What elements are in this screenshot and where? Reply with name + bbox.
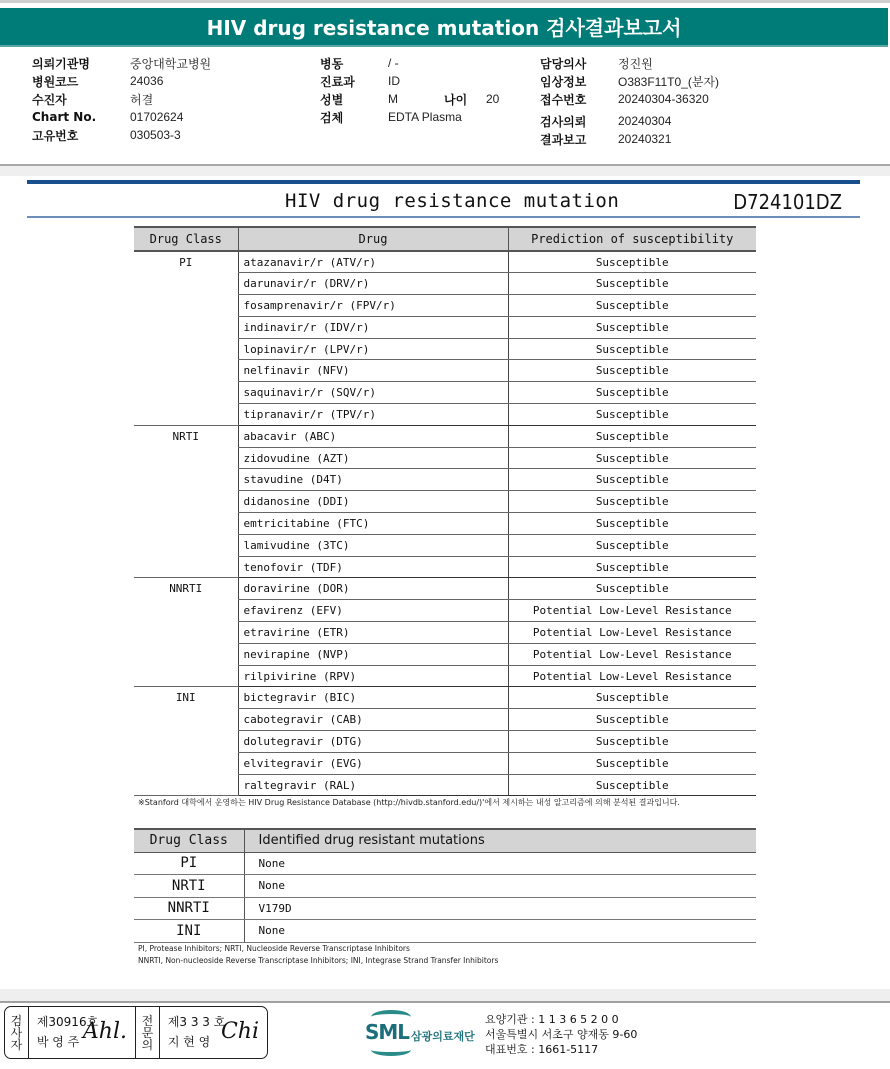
info-label: 결과보고 xyxy=(540,132,587,147)
drug-cell: tenofovir (TDF) xyxy=(238,556,508,578)
examiner-signature: Ahl. xyxy=(82,1019,127,1044)
table-row xyxy=(134,687,756,709)
drug-cell: efavirenz (EFV) xyxy=(238,600,508,622)
drug-class-cell: NRTI xyxy=(134,425,238,578)
info-value-age: 20 xyxy=(486,92,500,106)
drug-class-cell: NRTI xyxy=(134,875,244,898)
info-value: 030503-3 xyxy=(130,128,181,142)
table-row xyxy=(134,852,756,875)
lab-address: 서울특별시 서초구 양재동 9-60 xyxy=(485,1028,638,1041)
table-header-row xyxy=(134,829,756,852)
specialist-role-label xyxy=(136,1007,160,1058)
info-row-physician xyxy=(540,54,719,72)
drug-cell: doravirine (DOR) xyxy=(238,578,508,600)
info-value: 중앙대학교병원 xyxy=(130,56,212,71)
header-drug: Drug xyxy=(238,227,508,251)
prediction-cell: Susceptible xyxy=(508,338,756,360)
prediction-cell: Potential Low-Level Resistance xyxy=(508,665,756,687)
drug-cell: saquinavir/r (SQV/r) xyxy=(238,382,508,404)
drug-cell: stavudine (D4T) xyxy=(238,469,508,491)
drug-cell: lopinavir/r (LPV/r) xyxy=(238,338,508,360)
specialist-signature: Chi xyxy=(220,1019,259,1044)
prediction-cell: Susceptible xyxy=(508,316,756,338)
lab-institution-code: 요양기관 : 1 1 3 6 5 2 0 0 xyxy=(485,1013,619,1026)
info-label: 검체 xyxy=(320,110,344,125)
prediction-cell: Susceptible xyxy=(508,752,756,774)
prediction-cell: Susceptible xyxy=(508,469,756,491)
prediction-cell: Susceptible xyxy=(508,578,756,600)
prediction-cell: Susceptible xyxy=(508,360,756,382)
info-row-hospital-code xyxy=(32,72,211,90)
prediction-cell: Susceptible xyxy=(508,447,756,469)
info-label: 성별 xyxy=(320,92,344,107)
susceptibility-table-body xyxy=(134,251,756,796)
info-row-institution xyxy=(32,54,211,72)
patient-info-col1 xyxy=(32,54,211,144)
prediction-cell: Susceptible xyxy=(508,534,756,556)
footer-separator xyxy=(0,989,890,1003)
role-char: 검 xyxy=(10,1013,23,1028)
drug-class-cell: NNRTI xyxy=(134,578,238,687)
section-separator xyxy=(0,164,890,176)
drug-cell: raltegravir (RAL) xyxy=(238,774,508,796)
info-label: Chart No. xyxy=(32,110,97,124)
prediction-cell: Susceptible xyxy=(508,295,756,317)
info-value: 20240304 xyxy=(618,114,672,128)
prediction-cell: Potential Low-Level Resistance xyxy=(508,643,756,665)
examiner-role-label xyxy=(5,1007,29,1058)
drug-cell: dolutegravir (DTG) xyxy=(238,731,508,753)
sml-logo xyxy=(363,1010,483,1056)
info-row-unique-no xyxy=(32,126,211,144)
role-char: 문 xyxy=(141,1025,154,1040)
prediction-cell: Susceptible xyxy=(508,251,756,273)
drug-cell: emtricitabine (FTC) xyxy=(238,513,508,535)
specialist-cell xyxy=(160,1007,267,1058)
stanford-footnote: ※Stanford 대학에서 운영하는 HIV Drug Resistance Database (http://hivdb.stanford.edu/)'에서 제시하는 내성 알고리즘에 의해 분석된 결과입니다. xyxy=(138,798,680,807)
specialist-name: 지 현 영 xyxy=(167,1035,211,1049)
drug-cell: nevirapine (NVP) xyxy=(238,643,508,665)
prediction-cell: Susceptible xyxy=(508,774,756,796)
role-char: 자 xyxy=(10,1037,23,1052)
mutation-cell: V179D xyxy=(244,897,756,920)
drug-cell: nelfinavir (NFV) xyxy=(238,360,508,382)
mutation-cell: None xyxy=(244,875,756,898)
drug-cell: lamivudine (3TC) xyxy=(238,534,508,556)
drug-class-cell: INI xyxy=(134,687,238,796)
drug-cell: rilpivirine (RPV) xyxy=(238,665,508,687)
info-value: / - xyxy=(388,56,399,70)
drug-cell: abacavir (ABC) xyxy=(238,425,508,447)
header-prediction: Prediction of susceptibility xyxy=(508,227,756,251)
patient-info-col2 xyxy=(320,54,499,126)
prediction-cell: Susceptible xyxy=(508,709,756,731)
info-label-age: 나이 xyxy=(444,92,468,107)
top-rule xyxy=(0,0,890,3)
report-bottom-rule xyxy=(27,216,860,218)
patient-info-col3 xyxy=(540,54,719,148)
role-char: 사 xyxy=(10,1025,23,1040)
drug-class-cell: PI xyxy=(134,852,244,875)
prediction-cell: Susceptible xyxy=(508,513,756,535)
header-drug-class: Drug Class xyxy=(134,829,244,852)
signature-box xyxy=(4,1006,268,1059)
report-header-title: HIV drug resistance mutation 검사결과보고서 xyxy=(0,8,888,47)
mutation-cell: None xyxy=(244,852,756,875)
prediction-cell: Susceptible xyxy=(508,491,756,513)
prediction-cell: Susceptible xyxy=(508,687,756,709)
logo-text: SML xyxy=(365,1020,410,1044)
examiner-name: 박 영 주 xyxy=(36,1035,80,1049)
drug-cell: zidovudine (AZT) xyxy=(238,447,508,469)
drug-cell: etravirine (ETR) xyxy=(238,622,508,644)
info-value: 01702624 xyxy=(130,110,184,124)
info-row-specimen xyxy=(320,108,499,126)
info-value: 24036 xyxy=(130,74,164,88)
prediction-cell: Susceptible xyxy=(508,382,756,404)
info-row-request-date xyxy=(540,112,719,130)
drug-cell: elvitegravir (EVG) xyxy=(238,752,508,774)
report-title: HIV drug resistance mutation xyxy=(285,190,620,212)
prediction-cell: Potential Low-Level Resistance xyxy=(508,600,756,622)
lab-info xyxy=(485,1012,637,1057)
table-row xyxy=(134,875,756,898)
info-label: 담당의사 xyxy=(540,56,587,71)
info-value: 정진원 xyxy=(618,56,653,71)
info-value: M xyxy=(388,92,398,106)
drug-class-cell: PI xyxy=(134,251,238,425)
info-row-ward xyxy=(320,54,499,72)
info-label: 병원코드 xyxy=(32,74,79,89)
drug-cell: bictegravir (BIC) xyxy=(238,687,508,709)
prediction-cell: Susceptible xyxy=(508,273,756,295)
info-value: EDTA Plasma xyxy=(388,110,462,124)
info-row-report-date xyxy=(540,130,719,148)
info-row-clinical-info xyxy=(540,72,719,90)
prediction-cell: Susceptible xyxy=(508,425,756,447)
drug-cell: tipranavir/r (TPV/r) xyxy=(238,404,508,426)
table-row xyxy=(134,251,756,273)
info-row-department xyxy=(320,72,499,90)
info-value: 20240321 xyxy=(618,132,672,146)
abbreviation-notes xyxy=(138,943,498,967)
lab-phone: 대표번호 : 1661-5117 xyxy=(485,1043,599,1056)
report-title-row xyxy=(27,188,860,216)
info-label: 병동 xyxy=(320,56,344,71)
prediction-cell: Susceptible xyxy=(508,556,756,578)
examiner-cell xyxy=(29,1007,136,1058)
drug-cell: indinavir/r (IDV/r) xyxy=(238,316,508,338)
abbreviation-line-2: NNRTI, Non-nucleoside Reverse Transcriptase Inhibitors; INI, Integrase Strand Transfer Inhibitors xyxy=(138,956,499,965)
drug-cell: fosamprenavir/r (FPV/r) xyxy=(238,295,508,317)
drug-cell: atazanavir/r (ATV/r) xyxy=(238,251,508,273)
header-drug-class: Drug Class xyxy=(134,227,238,251)
info-value: ID xyxy=(388,74,400,88)
table-row xyxy=(134,897,756,920)
lab-name: 삼광의료재단 xyxy=(411,1030,475,1043)
info-label: 고유번호 xyxy=(32,128,79,143)
info-label: 임상정보 xyxy=(540,74,587,89)
info-label: 접수번호 xyxy=(540,92,587,107)
prediction-cell: Susceptible xyxy=(508,731,756,753)
info-label: 의뢰기관명 xyxy=(32,56,90,71)
abbreviation-line-1: PI, Protease Inhibitors; NRTI, Nucleoside Reverse Transcriptase Inhibitors xyxy=(138,944,410,953)
prediction-cell: Potential Low-Level Resistance xyxy=(508,622,756,644)
table-row xyxy=(134,578,756,600)
role-char: 전 xyxy=(141,1013,154,1028)
specialist-license: 제3 3 3 호 xyxy=(167,1015,226,1029)
susceptibility-table xyxy=(134,226,756,796)
info-label: 진료과 xyxy=(320,74,355,89)
report-top-rule xyxy=(27,180,860,184)
table-row xyxy=(134,425,756,447)
prediction-cell: Susceptible xyxy=(508,404,756,426)
drug-cell: cabotegravir (CAB) xyxy=(238,709,508,731)
examiner-license: 제30916호 xyxy=(36,1015,99,1029)
drug-cell: didanosine (DDI) xyxy=(238,491,508,513)
drug-class-cell: INI xyxy=(134,920,244,943)
info-value: 허결 xyxy=(130,92,154,107)
mutation-cell: None xyxy=(244,920,756,943)
mutation-table xyxy=(134,828,756,943)
info-row-patient xyxy=(32,90,211,108)
info-value: O383F11T0_(분자) xyxy=(618,74,719,89)
drug-cell: darunavir/r (DRV/r) xyxy=(238,273,508,295)
logo-arc-bottom-icon xyxy=(371,1044,411,1056)
role-char: 의 xyxy=(141,1037,154,1052)
info-row-receipt-no xyxy=(540,90,719,108)
table-row xyxy=(134,920,756,943)
info-label: 검사의뢰 xyxy=(540,114,587,129)
table-header-row xyxy=(134,227,756,251)
info-label: 수진자 xyxy=(32,92,67,107)
info-row-sex-age xyxy=(320,90,499,108)
report-code: D724101DZ xyxy=(733,190,842,214)
header-mutations: Identified drug resistant mutations xyxy=(244,829,756,852)
drug-class-cell: NNRTI xyxy=(134,897,244,920)
info-row-chart-no xyxy=(32,108,211,126)
info-value: 20240304-36320 xyxy=(618,92,709,106)
